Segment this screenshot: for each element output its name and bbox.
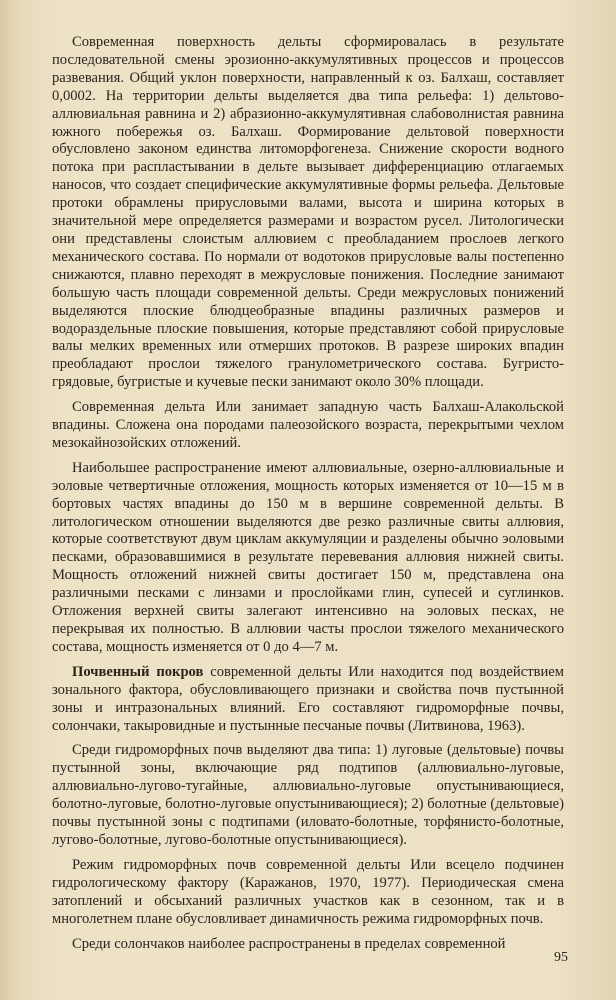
paragraph-ili-delta-location: Современная дельта Или занимает западную часть Балхаш-Алакольской впадины. Сложена она породами палеозойского возраста, перекрытыми чехлом мезокайнозойских отложений. — [52, 399, 564, 451]
paragraph-deposits: Наибольшее распространение имеют аллювиальные, озерно-аллювиальные и эоловые четвертичные отложения, мощность которых изменяется от 10—15 м в бортовых частях впадины до 150 м в вершине современной дельты. В литологическом отношении выделяются две резко различные свиты аллювия, которые соответствуют двум циклам аккумуляции и разделены обычно эоловыми песками, образовавшимися в результате перевевания аллювия нижней свиты. Мощность отложений нижней свиты достигает 150 м, представлена она различными песками с линзами и прослойками глин, супесей и суглинков. Отложения верхней свиты залегают интенсивно на эоловых песках, не перекрывая их полностью. В аллювии часты прослои тяжелого механического состава, мощность изменяется от 0 до 4—7 м. — [52, 459, 564, 655]
soil-cover-lead: Почвенный покров — [72, 663, 204, 680]
paragraph-hydromorphic-types: Среди гидроморфных почв выделяют два типа: 1) луговые (дельтовые) почвы пустынной зоны, включающие ряд подтипов (аллювиально-луговые, аллювиально-лугово-тугайные, аллювиально-луговые опустынивающиеся, болотно-луговые, болотно-луговые опустынивающиеся); 2) болотные (дельтовые) почвы пустынной зоны с подтипами (иловато-болотные, торфянисто-болотные, лугово-болотные, лугово-болотные опустынивающиеся). — [52, 742, 564, 848]
body-text — [52, 34, 564, 960]
paragraph-delta-surface: Современная поверхность дельты сформировалась в результате последовательной смены эрозионно-аккумулятивных процессов и процессов развевания. Общий уклон поверхности, направленный к оз. Балхаш, составляет 0,0002. На территории дельты выделяется два типа рельефа: 1) дельтово-аллювиальная равнина и 2) абразионно-аккумулятивная слабоволнистая равнина южного побережья оз. Балхаш. Формирование дельтовой поверхности обусловлено законом единства литоморфогенеза. Снижение скорости водного потока при распластывании в дельте вызывает дифференциацию отлагаемых наносов, что создает специфические аккумулятивные формы рельефа. Дельтовые протоки обрамлены прирусловыми валами, высота и ширина которых в значительной мере определяется размерами и возрастом русел. Литологически они представлены слоистым аллювием с преобладанием прослоев легкого механического состава. По нормали от водотоков прирусловые валы постепенно снижаются, плавно переходят в межрусловые понижения. Последние занимают большую часть площади современной дельты. Среди межрусловых понижений выделяются плоские блюдцеобразные впадины различных размеров и водораздельные плоские повышения, которые представляют собой прирусловые валы мелких временных или отмерших протоков. В разрезе широких впадин преобладают прослои тяжелого гранулометрического состава. Бугристо-грядовые, бугристые и кучевые пески занимают около 30% площади. — [52, 34, 564, 391]
page-number: 95 — [554, 950, 568, 965]
paragraph-solonchaks: Среди солончаков наиболее распространены в пределах современной — [72, 935, 506, 952]
paragraph-hydromorphic-regime: Режим гидроморфных почв современной дельты Или всецело подчинен гидрологическому фактору (Каражанов, 1970, 1977). Периодическая смена затоплений и обсыханий различных участков как в сезонном, так и в многолетнем плане обусловливает динамичность режима гидроморфных почв. — [52, 856, 564, 927]
soil-cover-text: современной дельты Или находится под воздействием зонального фактора, обусловливающего признаки и свойства почв пустынной зоны и интразональных влияний. Его составляют гидроморфные почвы, солончаки, такыровидные и пустынные песчаные почвы (Литвинова, 1963). — [52, 663, 564, 734]
paragraph-soil-cover — [52, 664, 564, 736]
